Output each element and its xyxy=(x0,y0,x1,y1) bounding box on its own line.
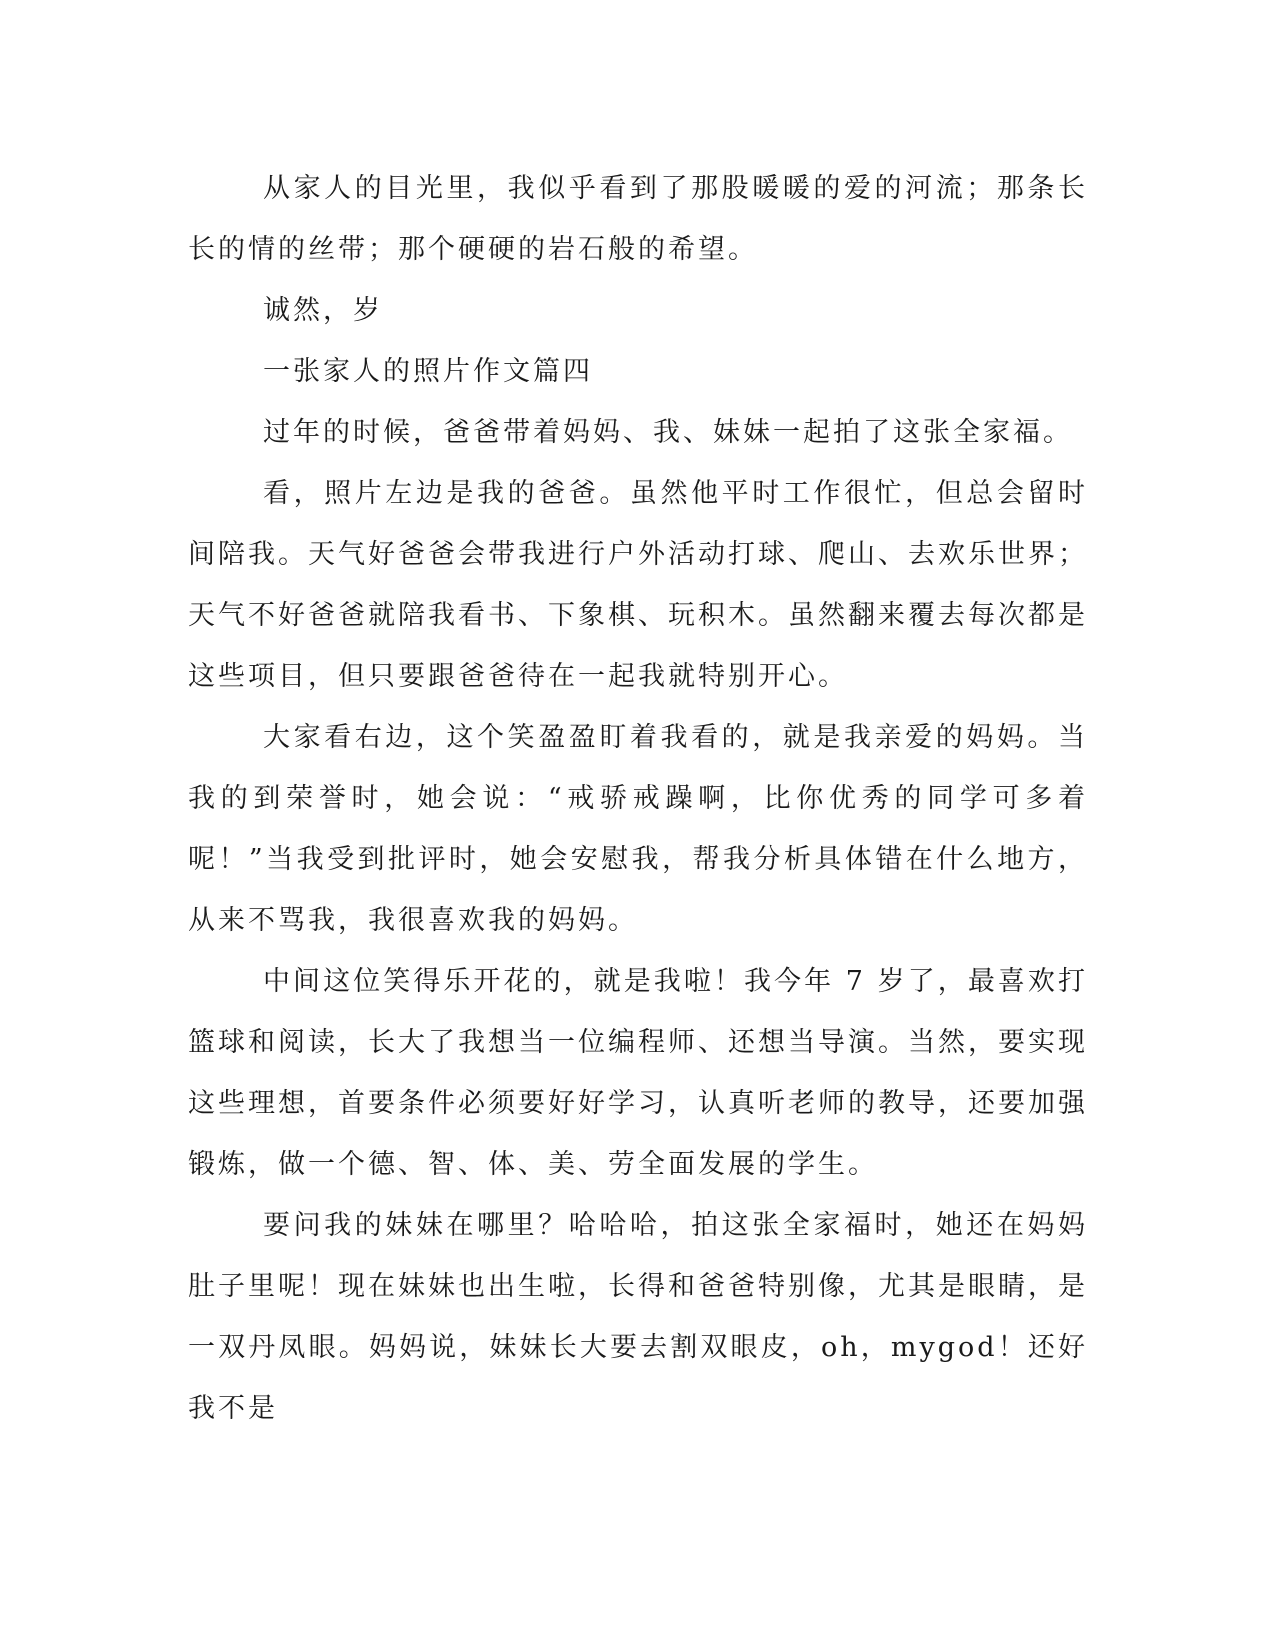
paragraph-father: 看，照片左边是我的爸爸。虽然他平时工作很忙，但总会留时间陪我。天气好爸爸会带我进行户外活动打球、爬山、去欢乐世界；天气不好爸爸就陪我看书、下象棋、玩积木。虽然翻来覆去每次都是这些项目，但只要跟爸爸待在一起我就特别开心。 xyxy=(188,478,1088,692)
paragraph-sister: 要问我的妹妹在哪里？哈哈哈，拍这张全家福时，她还在妈妈肚子里呢！现在妹妹也出生啦，长得和爸爸特别像，尤其是眼睛，是一双丹凤眼。妈妈说，妹妹长大要去割双眼皮，oh，mygod！还好我不是 xyxy=(188,1210,1088,1424)
paragraph-mother: 大家看右边，这个笑盈盈盯着我看的，就是我亲爱的妈妈。当我的到荣誉时，她会说：“戒骄戒躁啊，比你优秀的同学可多着呢！”当我受到批评时，她会安慰我，帮我分析具体错在什么地方，从来不骂我，我很喜欢我的妈妈。 xyxy=(188,722,1088,936)
paragraph-fragment: 诚然，岁 xyxy=(263,295,383,326)
section-title: 一张家人的照片作文篇四 xyxy=(263,356,593,387)
paragraph-me: 中间这位笑得乐开花的，就是我啦！我今年 7 岁了，最喜欢打篮球和阅读，长大了我想当一位编程师、还想当导演。当然，要实现这些理想，首要条件必须要好好学习，认真听老师的教导，还要加强锻炼，做一个德、智、体、美、劳全面发展的学生。 xyxy=(188,966,1088,1180)
paragraph-intro: 从家人的目光里，我似乎看到了那股暖暖的爱的河流；那条长长的情的丝带；那个硬硬的岩石般的希望。 xyxy=(188,173,1088,265)
document-body xyxy=(188,158,1088,1439)
paragraph-new-year: 过年的时候，爸爸带着妈妈、我、妹妹一起拍了这张全家福。 xyxy=(263,417,1073,448)
